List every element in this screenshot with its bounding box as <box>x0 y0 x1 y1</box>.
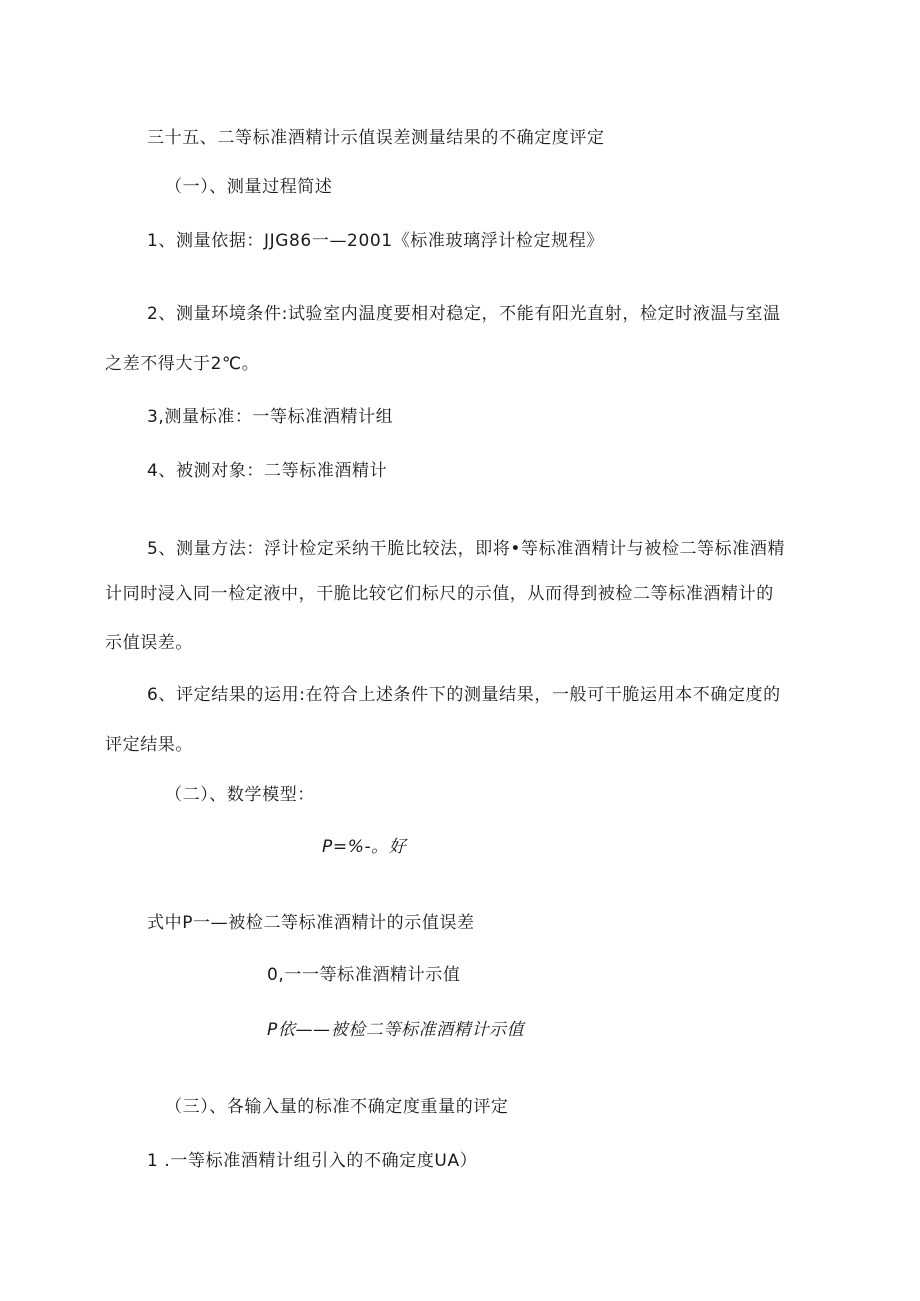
paragraph-item-5-line-1: 5、测量方法：浮计检定采纳干脆比较法，即将•等标准酒精计与被检二等标准酒精 <box>147 539 786 559</box>
section-3-item-1: 1 .一等标准酒精计组引入的不确定度UA） <box>147 1151 478 1171</box>
where-line-2: 0,一一等标准酒精计示值 <box>267 965 461 985</box>
document-title: 三十五、二等标准酒精计示值误差测量结果的不确定度评定 <box>147 128 605 148</box>
section-heading-2: （二）、数学模型： <box>165 785 315 805</box>
paragraph-item-3: 3,测量标准：一等标准酒精计组 <box>147 407 394 427</box>
where-line-1: 式中P一—被检二等标准酒精计的示值误差 <box>147 913 475 933</box>
paragraph-item-5-line-3: 示值误差。 <box>105 633 193 653</box>
where-line-3: P依——被检二等标准酒精计示值 <box>267 1020 525 1040</box>
paragraph-item-5-line-2: 计同时浸入同一检定液中，干脆比较它们标尺的示值，从而得到被检二等标准酒精计的 <box>105 584 774 604</box>
paragraph-item-4: 4、被测对象：二等标准酒精计 <box>147 461 388 481</box>
paragraph-item-6-line-1: 6、评定结果的运用:在符合上述条件下的测量结果，一般可干脆运用本不确定度的 <box>147 685 781 705</box>
paragraph-item-6-line-2: 评定结果。 <box>105 735 193 755</box>
paragraph-item-2-line-2: 之差不得大于2℃。 <box>105 354 260 374</box>
paragraph-item-2-line-1: 2、测量环境条件:试验室内温度要相对稳定，不能有阳光直射，检定时液温与室温 <box>147 304 781 324</box>
paragraph-item-1: 1、测量依据：JJG86一—2001《标准玻璃浮计检定规程》 <box>147 231 604 251</box>
formula: P=%-。好 <box>322 837 407 857</box>
section-heading-3: （三）、各输入量的标准不确定度重量的评定 <box>165 1097 509 1117</box>
section-heading-1: （一）、测量过程简述 <box>165 177 333 197</box>
